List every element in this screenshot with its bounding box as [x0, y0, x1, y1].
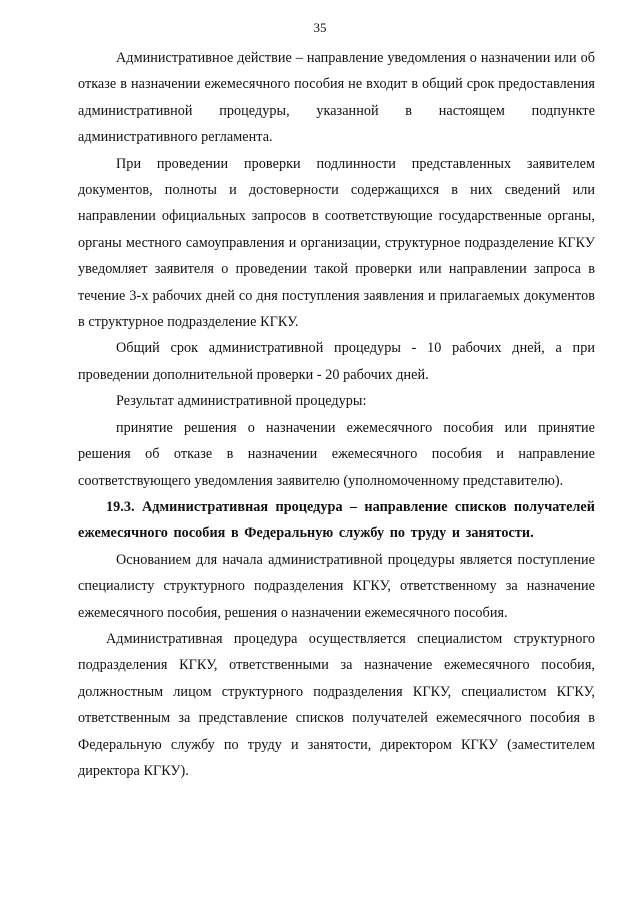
paragraph-result-heading: Результат административной процедуры:	[116, 393, 367, 410]
section-heading-19-3: 19.3. Административная процедура – направление списков получателей ежемесячного пособия в Федеральную службу по труду и занятости.	[78, 498, 595, 542]
paragraph-responsible-persons: Административная процедура осуществляется специалистом структурного подразделения КГКУ, ответственными за назначение ежемесячного пособия, должностным лицом структурного подразделения КГКУ, специалистом КГКУ, ответственным за представление списков получателей ежемесячного пособия в Федеральную службу по труду и занятости, директором КГКУ (заместителем директора КГКУ).	[78, 630, 595, 779]
page-number: 35	[313, 20, 327, 35]
paragraph-total-term: Общий срок административной процедуры - 10 рабочих дней, а при проведении дополнительной проверки - 20 рабочих дней.	[78, 340, 595, 383]
paragraph-result-decision: принятие решения о назначении ежемесячного пособия или принятие решения об отказе в назначении ежемесячного пособия и направление соответствующего уведомления заявителю (уполномоченному представителю).	[78, 419, 595, 489]
paragraph-administrative-action: Административное действие – направление уведомления о назначении или об отказе в назначении ежемесячного пособия не входит в общий срок предоставления административной процедуры, указанной в настоящем подпункте административного регламента.	[78, 50, 595, 146]
paragraph-basis: Основанием для начала административной процедуры является поступление специалисту структурного подразделения КГКУ, ответственному за назначение ежемесячного пособия, решения о назначении ежемесячного пособия.	[78, 551, 595, 621]
paragraph-verification: При проведении проверки подлинности представленных заявителем документов, полноты и достоверности содержащихся в них сведений или направлении официальных запросов в соответствующие государственные органы, органы местного самоуправления и организации, структурное подразделение КГКУ уведомляет заявителя о проведении такой проверки или направлении запроса в течение 3-х рабочих дней со дня поступления заявления и прилагаемых документов в структурное подразделение КГКУ.	[78, 155, 595, 331]
document-body	[78, 45, 595, 784]
